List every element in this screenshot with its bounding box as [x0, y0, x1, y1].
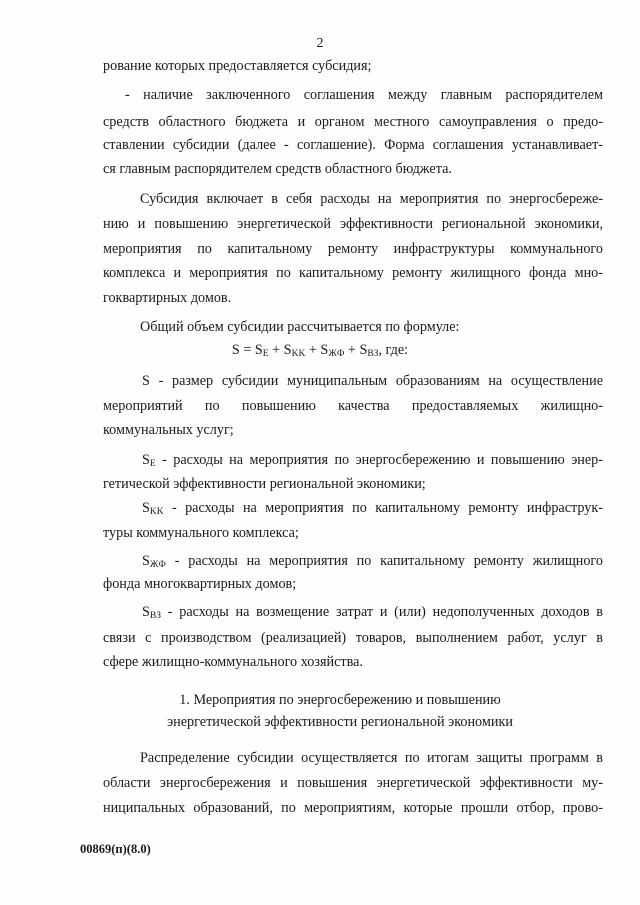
text-line: рование которых предоставляется субсидия;	[103, 58, 372, 74]
definition-line	[142, 499, 603, 521]
def-subscript: ВЗ	[149, 611, 161, 621]
page-number: 2	[316, 36, 324, 51]
definition-line	[142, 451, 603, 473]
section-heading: энергетической эффективности региональной экономики	[167, 714, 513, 730]
formula-part: = S	[239, 342, 263, 358]
def-symbol: S	[142, 553, 150, 569]
text-line: коммунальных услуг;	[103, 422, 234, 438]
text-line: ставлении субсидии (далее - соглашение). Форма соглашения устанавливает-	[103, 137, 603, 153]
text-line: Субсидия включает в себя расходы на мероприятия по энергосбереже-	[140, 191, 603, 207]
formula-subscript: ВЗ	[367, 349, 379, 359]
text-line: туры коммунального комплекса;	[103, 525, 299, 541]
text-line: сфере жилищно-коммунального хозяйства.	[103, 654, 363, 670]
definition-line	[142, 552, 603, 574]
def-text: - расходы на возмещение затрат и (или) недополученных доходов в	[161, 604, 603, 620]
text-line: комплекса и мероприятия по капитальному ремонту жилищного фонда мно-	[103, 265, 603, 281]
text-line: Распределение субсидии осуществляется по итогам защиты программ в	[140, 750, 603, 766]
def-subscript: ЖФ	[149, 560, 166, 570]
def-text: - расходы на мероприятия по капитальному ремонту жилищного	[165, 553, 603, 569]
text-line: мероприятий по повышению качества предоставляемых жилищно-	[103, 398, 603, 414]
formula	[0, 341, 640, 363]
def-text: - расходы на мероприятия по энергосбережению и повышению энер-	[155, 452, 603, 468]
def-subscript: E	[149, 459, 156, 469]
text-line: ниципальных образований, по мероприятиям, которые прошли отбор, прово-	[103, 800, 603, 816]
text-line: мероприятия по капитальному ремонту инфраструктуры коммунального	[103, 241, 603, 257]
text-line: S - размер субсидии муниципальным образованиям на осуществление	[142, 373, 603, 389]
formula-part: + S	[268, 342, 292, 358]
text-line: нию и повышению энергетической эффективности региональной экономики,	[103, 216, 603, 232]
text-line: средств областного бюджета и органом местного самоуправления о предо-	[103, 114, 603, 130]
def-symbol: S	[142, 604, 150, 620]
definition-line	[142, 603, 603, 625]
def-symbol: S	[142, 500, 150, 516]
formula-part: + S	[344, 342, 368, 358]
text-line: гоквартирных домов.	[103, 290, 232, 306]
text-line: Общий объем субсидии рассчитывается по формуле:	[140, 319, 460, 335]
def-subscript: KK	[149, 507, 164, 517]
text-line: гетической эффективности региональной экономики;	[103, 476, 426, 492]
section-heading: 1. Мероприятия по энергосбережению и повышению	[179, 692, 501, 708]
text-line: связи с производством (реализацией) товаров, выполнением работ, услуг в	[103, 630, 603, 646]
def-text: - расходы на мероприятия по капитальному ремонту инфраструк-	[163, 500, 603, 516]
document-code: 00869(п)(8.0)	[80, 842, 151, 856]
def-symbol: S	[142, 452, 150, 468]
text-line: области энергосбережения и повышения энергетической эффективности му-	[103, 775, 603, 791]
formula-symbol: S	[231, 342, 240, 358]
text-line: фонда многоквартирных домов;	[103, 576, 297, 592]
formula-part: + S	[305, 342, 329, 358]
formula-subscript: ЖФ	[328, 349, 345, 359]
text-line: ся главным распорядителем средств областного бюджета.	[103, 161, 452, 177]
formula-subscript: E	[262, 349, 269, 359]
text-line: - наличие заключенного соглашения между главным распорядителем	[125, 87, 603, 103]
formula-part: , где:	[378, 342, 409, 358]
formula-subscript: KK	[291, 349, 306, 359]
